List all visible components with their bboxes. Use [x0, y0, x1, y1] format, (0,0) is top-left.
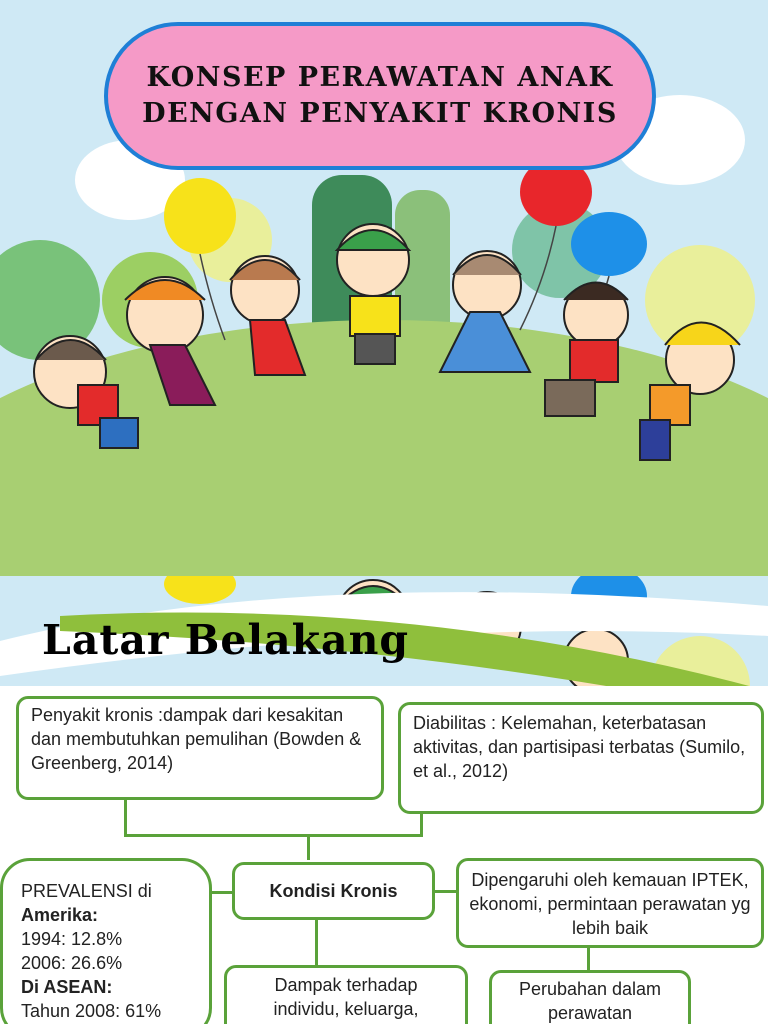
- connector: [212, 891, 232, 894]
- box-diabilitas: Diabilitas : Kelemahan, keterbatasan aktivitas, dan partisipasi terbatas (Sumilo, et al., 2012): [398, 702, 764, 814]
- box-dampak: Dampak terhadap individu, keluarga,: [224, 965, 468, 1024]
- box-dipengaruhi: Dipengaruhi oleh kemauan IPTEK, ekonomi, permintaan perawatan yg lebih baik: [456, 858, 764, 948]
- connector: [435, 890, 457, 893]
- title-line-2: DENGAN PENYAKIT KRONIS: [142, 98, 618, 129]
- title-line-1: KONSEP PERAWATAN ANAK: [146, 62, 614, 93]
- box-prevalensi: [0, 858, 212, 1024]
- box-penyakit-kronis: Penyakit kronis :dampak dari kesakitan dan membutuhkan pemulihan (Bowden & Greenberg, 2014): [16, 696, 384, 800]
- connector: [587, 946, 590, 970]
- connector: [307, 834, 310, 860]
- connector: [315, 919, 318, 965]
- prevalensi-1994: 1994: 12.8%: [21, 929, 123, 949]
- connector: [420, 814, 423, 836]
- connector: [124, 834, 423, 837]
- prevalensi-asean: Di ASEAN:: [21, 977, 113, 997]
- prevalensi-label: PREVALENSI di: [21, 881, 152, 901]
- box-perubahan: Perubahan dalam perawatan: [489, 970, 691, 1024]
- prevalensi-amerika: Amerika:: [21, 905, 99, 925]
- connector: [124, 798, 127, 836]
- slide-heading: Latar Belakang: [42, 616, 410, 664]
- prevalensi-2006: 2006: 26.6%: [21, 953, 123, 973]
- prevalensi-2008: Tahun 2008: 61%: [21, 1001, 162, 1021]
- background-slide: [0, 576, 768, 1024]
- title-banner: [104, 22, 656, 170]
- box-kondisi-kronis: Kondisi Kronis: [232, 862, 435, 920]
